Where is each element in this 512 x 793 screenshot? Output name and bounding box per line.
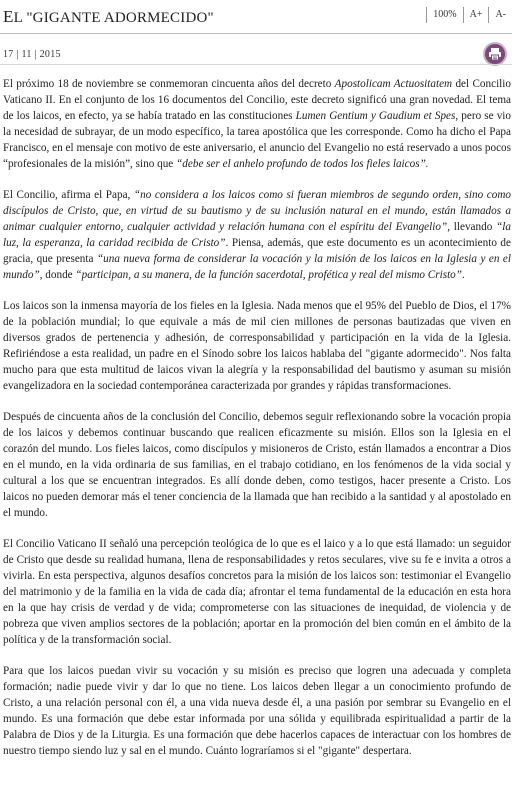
paragraph-text: , donde bbox=[39, 269, 76, 281]
paragraph-text: , llevando bbox=[447, 221, 497, 233]
page-header bbox=[0, 0, 512, 34]
paragraph-4: Después de cincuenta años de la conclusión del Concilio, debemos seguir reflexionando sobre la vocación propia de los laicos y debemos continuar buscando que realicen eficazmente su misión. Ellos son la Iglesia en el corazón del mundo. Los fieles laicos, como discípulos y misioneros de Cristo, están llamados a encontrar a Dios en el mundo, en la vida ordinaria de sus familias, en el trabajo cotidiano, en los fenómenos de la vida social y cultural a los que se encuentran integrados. Es allí donde deben, como testigos, hacer presente a Cristo. Los laicos no pueden demorar más el tener conciencia de la llamada que han recibido a la santidad y al apostolado en el mundo. bbox=[3, 411, 511, 519]
quote: “no considera a los laicos como si fueran miembros de segundo orden, sino como discípulos de Cristo, que, en virtud de su bautismo y de su inclusión natural en el mundo, están llamados a animar cualquier entorno, cualquier actividad y relación humana con el espíritu del Evangelio” bbox=[3, 189, 511, 233]
paragraph-text: El próximo 18 de noviembre se conmemoran cincuenta años del decreto bbox=[3, 78, 335, 90]
quote: “una nueva forma de considerar la vocación y la misión de los laicos en la Iglesia y en el mundo” bbox=[3, 253, 511, 281]
print-button[interactable] bbox=[483, 42, 507, 66]
header-divider bbox=[0, 64, 512, 65]
paragraph-text: del Concilio Vaticano II. En el conjunto de los 16 documentos del Concilio, este decreto significó una gran novedad. El tema de los laicos, en efecto, ya se había tratado en las constituciones bbox=[3, 78, 511, 122]
paragraph-text: El Concilio, afirma el Papa, bbox=[3, 189, 134, 201]
paragraph-5: El Concilio Vaticano II señaló una percepción teológica de lo que es el laico y a lo que está llamado: un seguidor de Cristo que desde su realidad humana, llena de responsabilidades y retos seculares, vive su fe e invita a otros a vivirla. En esta perspectiva, algunos desafíos concretos para la misión de los laicos son: testimoniar el Evangelio del matrimonio y de la familia en la vida de cada día; afrontar el tema fundamental de la educación en esta hora en la que hay crisis de verdad y de vida; comprometerse con las situaciones de inequidad, de violencia y de pobreza que viven amplios sectores de la población; aportar en la promoción del bien común en el ámbito de la política y de la transformación social. bbox=[3, 538, 511, 646]
title-initial: E bbox=[3, 7, 14, 26]
paragraph-1 bbox=[3, 76, 511, 172]
paragraph-text: . bbox=[462, 269, 465, 281]
zoom-reset-button[interactable]: 100% bbox=[433, 9, 457, 20]
toolbar-divider bbox=[463, 7, 464, 23]
print-icon bbox=[488, 47, 502, 61]
font-decrease-button[interactable]: A- bbox=[495, 9, 506, 20]
font-increase-button[interactable]: A+ bbox=[469, 9, 483, 20]
decree-title: Apostolicam Actuositatem bbox=[334, 78, 453, 90]
quote: “la luz, la esperanza, la caridad recibida de Cristo” bbox=[3, 221, 512, 249]
paragraph-2 bbox=[3, 187, 511, 283]
constitutions-title: Lumen Gentium y Gaudium et Spes bbox=[295, 110, 456, 122]
paragraph-3: Los laicos son la inmensa mayoría de los fieles en la Iglesia. Nada menos que el 95% del Pueblo de Dios, el 17% de la población mundial; lo que equivale a más de mil cien millones de personas bautizadas que viven en diversos grados de pertenencia y adhesión, de corresponsabilidad y participación en la vida de la Iglesia. Refiriéndose a esta realidad, un padre en el Sínodo sobre los laicos hablaba del "gigante adormecido". Nos falta mucho para que esta multitud de laicos vivan la alegría y la responsabilidad del bautismo y asuman su misión evangelizadora en la sociedad contemporánea caracterizada por grandes y rápidas transformaciones. bbox=[3, 300, 511, 392]
page-title bbox=[3, 7, 214, 27]
article-date: 17 | 11 | 2015 bbox=[3, 49, 61, 60]
toolbar-divider bbox=[488, 7, 489, 23]
paragraph-text: . Piensa, además, que este documento es un acontecimiento de gracia, que presenta bbox=[3, 237, 511, 265]
paragraph-6: Para que los laicos puedan vivir su vocación y su misión es preciso que logren una adecuada y completa formación; nadie puede vivir y dar lo que no tiene. Los laicos deben llegar a un conocimiento profundo de Cristo, a una relación personal con él, a una vida nueva desde él, a una pasión por sembrar su Evangelio en el mundo. Es una formación que debe estar informada por una sólida y equilibrada espiritualidad a partir de la Palabra de Dios y de la Liturgia. Es una formación que debe hacerlos capaces de interactuar con los hombres de nuestro tiempo siendo luz y sal en el mundo. Cuánto lograríamos si el "gigante" despertara. bbox=[3, 665, 511, 757]
paragraph-text: , pero se vio la necesidad de subrayar, de un modo específico, la tarea apostólica que les corresponde. Como ha dicho el Papa Francisco, en el mensaje con motivo de este aniversario, el anuncio del Evangelio no está reservado a unos pocos “profesionales de la misión”, sino que bbox=[3, 110, 511, 170]
toolbar-divider bbox=[426, 7, 427, 23]
text-size-toolbar bbox=[420, 6, 506, 23]
quote: “participan, a su manera, de la función sacerdotal, profética y real del mismo Cristo” bbox=[75, 269, 462, 281]
title-text: L "GIGANTE ADORMECIDO" bbox=[13, 10, 214, 26]
article-body bbox=[3, 76, 511, 759]
quote: “debe ser el anhelo profundo de todos los fieles laicos”. bbox=[176, 158, 429, 170]
